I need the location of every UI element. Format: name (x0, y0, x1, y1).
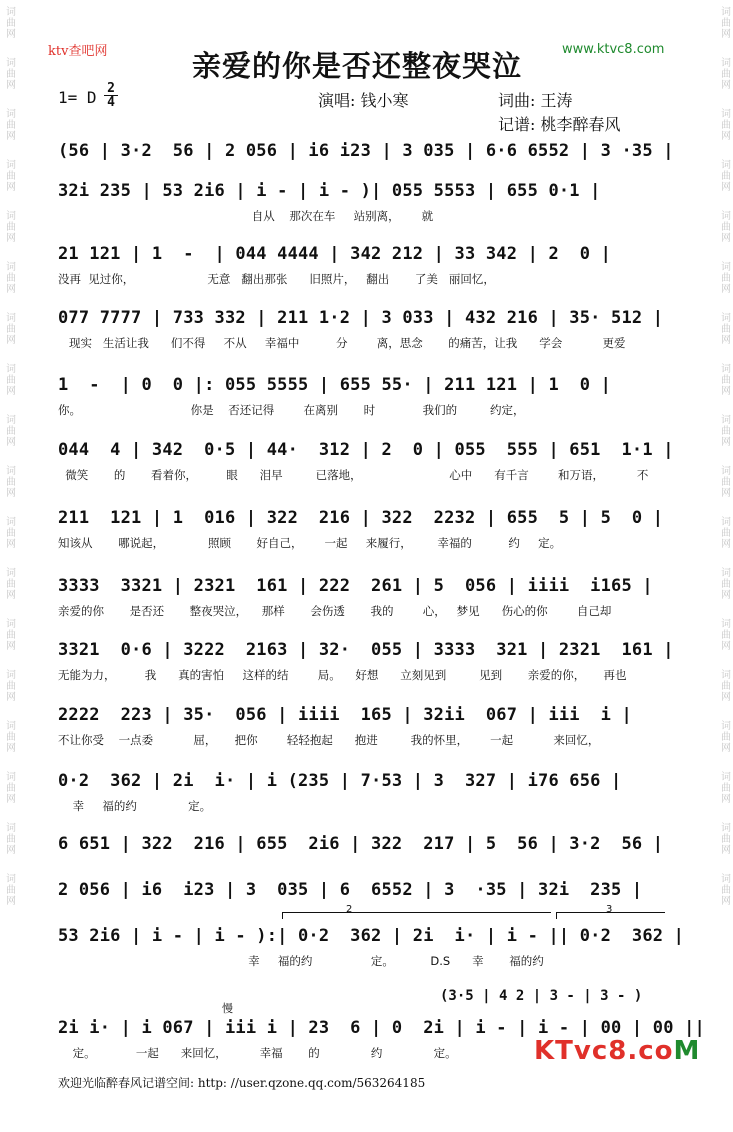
volta-number-first: 2 (346, 904, 353, 915)
volta-bracket-first (282, 912, 551, 919)
notation-line: 53 2i6 | i - | i - ):| 0·2 362 | 2i i· | i - || 0·2 362 | (58, 926, 685, 946)
score-row (58, 243, 670, 287)
lyricist-credit: 词曲: 王涛 (498, 91, 573, 110)
notation-line: 2222 223 | 35· 056 | iiii 165 | 32ii 067 | iii i | (58, 705, 632, 725)
watermark-text: 词曲网 (3, 261, 15, 294)
watermark-text: 词曲网 (3, 822, 15, 855)
notation-line: 1 - | 0 0 |: 055 5555 | 655 55· | 211 121 | 1 0 | (58, 375, 612, 395)
site-logo (534, 1036, 700, 1066)
tempo-mark: 慢 (222, 1002, 233, 1015)
score-row (58, 770, 670, 814)
notation-line: 2i i· | i 067 | iii i | 23 6 | 0 2i | i - | i - | 00 | 00 || (58, 1018, 705, 1038)
lyric-line: 没再 见过你， 无意 翻出那张 旧照片， 翻出 了美 丽回忆， (58, 272, 495, 286)
notation-line: 077 7777 | 733 332 | 211 1·2 | 3 033 | 432 216 | 35· 512 | (58, 308, 664, 328)
notation-line: 2 056 | i6 i23 | 3 035 | 6 6552 | 3 ·35 | 32i 235 | (58, 880, 643, 900)
watermark-text: 词曲网 (3, 873, 15, 906)
logo-main-text: KTvc8.co (534, 1036, 674, 1066)
notation-line: 211 121 | 1 016 | 322 216 | 322 2232 | 655 5 | 5 0 | (58, 508, 664, 528)
lyric-line: 定。 一起 来回忆， 幸福 的 约 定。 (58, 1046, 457, 1060)
watermark-text: 词曲网 (718, 6, 730, 39)
accompaniment-hint: (3·5 | 4 2 | 3 - | 3 - ) (440, 988, 643, 1004)
watermark-text: 词曲网 (3, 567, 15, 600)
score-row (58, 180, 670, 224)
notation-line: 6 651 | 322 216 | 655 2i6 | 322 217 | 5 56 | 3·2 56 | (58, 834, 664, 854)
watermark-text: 词曲网 (3, 669, 15, 702)
lyric-line: 不让你受 一点委 屈， 把你 轻轻抱起 抱进 我的怀里， 一起 来回忆， (58, 733, 600, 747)
watermark-text: 词曲网 (718, 465, 730, 498)
notation-line: 0·2 362 | 2i i· | i (235 | 7·53 | 3 327 | i76 656 | (58, 771, 622, 791)
footer-credit: 欢迎光临醉春风记谱空间: http: //user.qzone.qq.com/563264185 (58, 1076, 426, 1090)
watermark-text: 词曲网 (3, 159, 15, 192)
watermark-text: 词曲网 (718, 771, 730, 804)
watermark-text: 词曲网 (718, 873, 730, 906)
watermark-text: 词曲网 (3, 414, 15, 447)
notation-line: 044 4 | 342 0·5 | 44· 312 | 2 0 | 055 555 | 651 1·1 | (58, 440, 674, 460)
watermark-text: 词曲网 (718, 363, 730, 396)
lyric-line: 现实 生活让我 们不得 不从 幸福中 分 离，思念 的痛苦，让我 学会 更爱 (58, 336, 626, 350)
score-row (58, 374, 670, 418)
lyric-line: 亲爱的你 是否还 整夜哭泣， 那样 会伤透 我的 心， 梦见 伤心的你 自己却 (58, 604, 612, 618)
watermark-text: 词曲网 (3, 312, 15, 345)
watermark-text: 词曲网 (3, 516, 15, 549)
score-row (58, 879, 670, 901)
watermark-text: 词曲网 (718, 567, 730, 600)
watermark-text: 词曲网 (718, 312, 730, 345)
lyric-line: 自从 那次在车 站别离， 就 (58, 209, 434, 223)
lyric-line: 幸 福的约 定。 (58, 799, 212, 813)
lyric-line: 微笑 的 看着你， 眼 泪早 已落地， 心中 有千言 和万语， 不 (58, 468, 649, 482)
score-row (58, 925, 685, 969)
volta-number-second: 3 (606, 904, 613, 915)
time-signature (104, 82, 118, 109)
watermark-text: 词曲网 (718, 210, 730, 243)
notation-line: (56 | 3·2 56 | 2 056 | i6 i23 | 3 035 | 6·6 6552 | 3 ·35 | (58, 141, 674, 161)
site-brand-left: ktv查吧网 (48, 44, 108, 59)
watermark-text: 词曲网 (3, 618, 15, 651)
score-row (58, 639, 674, 683)
score-row (58, 140, 674, 184)
transcriber-credit: 记谱: 桃李醉春风 (498, 115, 621, 134)
notation-line: 3321 0·6 | 3222 2163 | 32· 055 | 3333 321 | 2321 161 | (58, 640, 674, 660)
score-row (58, 439, 674, 483)
watermark-text: 词曲网 (718, 159, 730, 192)
watermark-text: 词曲网 (3, 108, 15, 141)
score-row (58, 833, 670, 855)
watermark-text: 词曲网 (718, 720, 730, 753)
lyric-line: 你。 你是 否还记得 在离别 时 我们的 约定， (58, 403, 525, 417)
watermark-text: 词曲网 (718, 822, 730, 855)
watermark-text: 词曲网 (718, 414, 730, 447)
watermark-text: 词曲网 (718, 261, 730, 294)
watermark-text: 词曲网 (3, 6, 15, 39)
site-brand-right: www.ktvc8.com (562, 42, 665, 57)
watermark-text: 词曲网 (3, 363, 15, 396)
score-row (58, 307, 670, 351)
watermark-text: 词曲网 (718, 108, 730, 141)
score-row (58, 575, 670, 619)
lyric-line: 知该从 哪说起， 照顾 好自己， 一起 来履行， 幸福的 约 定。 (58, 536, 562, 550)
watermark-text: 词曲网 (718, 618, 730, 651)
key-signature: 1= D (58, 88, 97, 107)
meter-top: 2 (104, 82, 118, 96)
watermark-text: 词曲网 (3, 57, 15, 90)
side-watermark-right (717, 0, 731, 1132)
singer-credit: 演唱: 钱小寒 (318, 91, 409, 110)
notation-line: 21 121 | 1 - | 044 4444 | 342 212 | 33 342 | 2 0 | (58, 244, 612, 264)
side-watermark-left (2, 0, 16, 1132)
watermark-text: 词曲网 (3, 210, 15, 243)
watermark-text: 词曲网 (718, 57, 730, 90)
logo-accent-text: M (673, 1036, 701, 1066)
notation-line: 32i 235 | 53 2i6 | i - | i - )| 055 5553 | 655 0·1 | (58, 181, 601, 201)
song-title: 亲爱的你是否还整夜哭泣 (192, 49, 523, 83)
lyric-line: 无能为力， 我 真的害怕 这样的结 局。 好想 立刻见到 见到 亲爱的你， 再也 (58, 668, 627, 682)
meter-bottom: 4 (107, 95, 115, 110)
watermark-text: 词曲网 (3, 465, 15, 498)
watermark-text: 词曲网 (3, 720, 15, 753)
watermark-text: 词曲网 (718, 516, 730, 549)
score-row (58, 507, 670, 551)
score-row (58, 704, 670, 748)
watermark-text: 词曲网 (718, 669, 730, 702)
lyric-line: 幸 福的约 定。 D.S 幸 福的约 (58, 954, 544, 968)
watermark-text: 词曲网 (3, 771, 15, 804)
notation-line: 3333 3321 | 2321 161 | 222 261 | 5 056 | iiii i165 | (58, 576, 653, 596)
